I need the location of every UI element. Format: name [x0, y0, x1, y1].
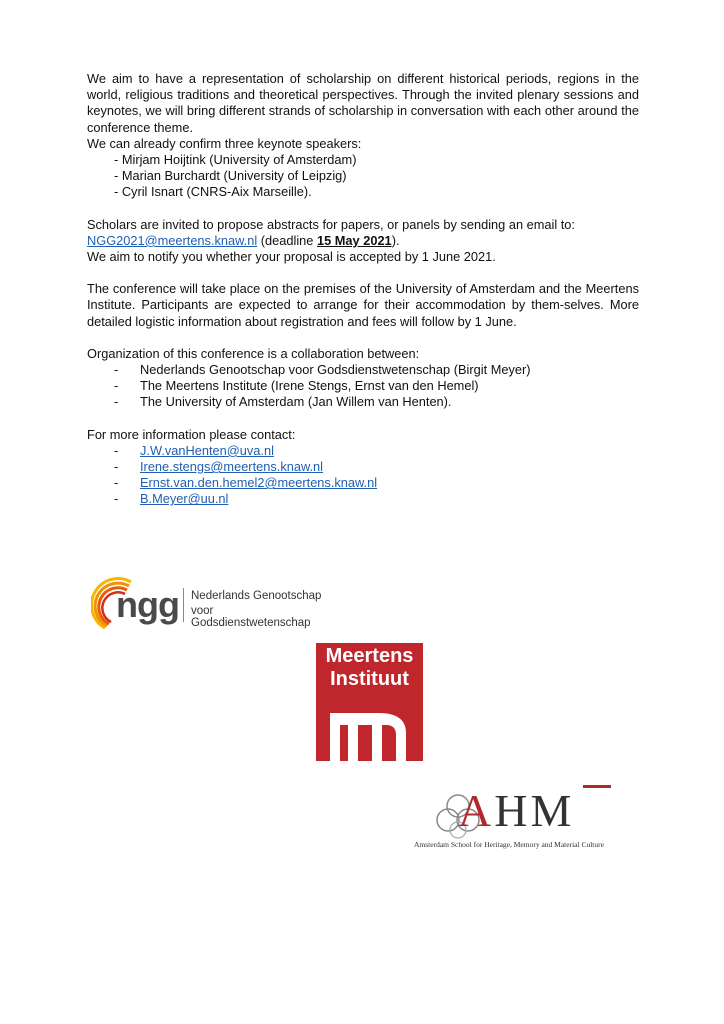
keynote-item: - Mirjam Hoijtink (University of Amsterdam)	[114, 152, 357, 168]
contact-item: - B.Meyer@uu.nl	[114, 491, 229, 507]
ngg-separator	[183, 588, 184, 622]
abstracts-email-line	[87, 233, 639, 249]
ahm-subtitle: Amsterdam School for Heritage, Memory and Material Culture	[414, 840, 604, 849]
organization-heading: Organization of this conference is a collaboration between:	[87, 345, 420, 361]
contact-email-link[interactable]: Irene.stengs@meertens.knaw.nl	[140, 459, 323, 475]
keynote-intro: We can already confirm three keynote speakers:	[87, 135, 362, 151]
ahm-macron	[583, 785, 611, 788]
meertens-logo	[316, 643, 423, 761]
keynote-item: - Cyril Isnart (CNRS-Aix Marseille).	[114, 184, 312, 200]
ngg-logo	[91, 576, 331, 634]
deadline-prefix: (deadline	[257, 232, 317, 248]
notification-line: We aim to notify you whether your proposal is accepted by 1 June 2021.	[87, 249, 496, 265]
contact-item: - Irene.stengs@meertens.knaw.nl	[114, 459, 323, 475]
contact-item: - J.W.vanHenten@uva.nl	[114, 442, 274, 458]
organization-item: - The Meertens Institute (Irene Stengs, Ernst van den Hemel)	[114, 378, 479, 394]
contact-email-link[interactable]: B.Meyer@uu.nl	[140, 491, 229, 507]
contact-email-link[interactable]: Ernst.van.den.hemel2@meertens.knaw.nl	[140, 475, 378, 491]
meertens-line1: Meertens	[325, 645, 414, 667]
contact-item: - Ernst.van.den.hemel2@meertens.knaw.nl	[114, 475, 378, 491]
submission-email-link[interactable]: NGG2021@meertens.knaw.nl	[87, 232, 258, 248]
contact-email-link[interactable]: J.W.vanHenten@uva.nl	[140, 442, 274, 458]
venue-paragraph: The conference will take place on the premises of the University of Amsterdam and the Meertens Institute. Participants are expected to arrange for their accommodation by them-selves. More detailed logistic information about registration and fees will follow by 1 June.	[87, 281, 639, 329]
deadline-suffix: ).	[391, 232, 400, 248]
abstracts-invitation: Scholars are invited to propose abstracts for papers, or panels by sending an email to:	[87, 216, 575, 232]
organization-list	[87, 362, 639, 411]
ngg-name-line2: voor Godsdienstwetenschap	[191, 605, 311, 629]
contact-heading: For more information please contact:	[87, 426, 296, 442]
meertens-m-icon	[316, 643, 423, 761]
ngg-wordmark: ngg	[116, 584, 179, 625]
keynote-list	[87, 152, 639, 201]
ahm-logo	[414, 782, 651, 852]
organization-item: - The University of Amsterdam (Jan Willem van Henten).	[114, 394, 452, 410]
meertens-line2: Instituut	[330, 668, 409, 690]
ngg-name-line1: Nederlands Genootschap	[191, 590, 322, 602]
keynote-item: - Marian Burchardt (University of Leipzig)	[114, 168, 347, 184]
document-body	[87, 71, 639, 508]
contact-list	[87, 443, 639, 508]
deadline-date: 15 May 2021	[316, 232, 392, 248]
organization-item: - Nederlands Genootschap voor Godsdienstwetenschap (Birgit Meyer)	[114, 362, 531, 378]
ahm-wordmark: AHM	[458, 785, 575, 836]
intro-paragraph: We aim to have a representation of scholarship on different historical periods, regions in the world, religious traditions and theoretical perspectives. Through the invited plenary sessions and keynotes, we will bring different strands of scholarship in conversation with each other around the conference theme.	[87, 71, 639, 135]
